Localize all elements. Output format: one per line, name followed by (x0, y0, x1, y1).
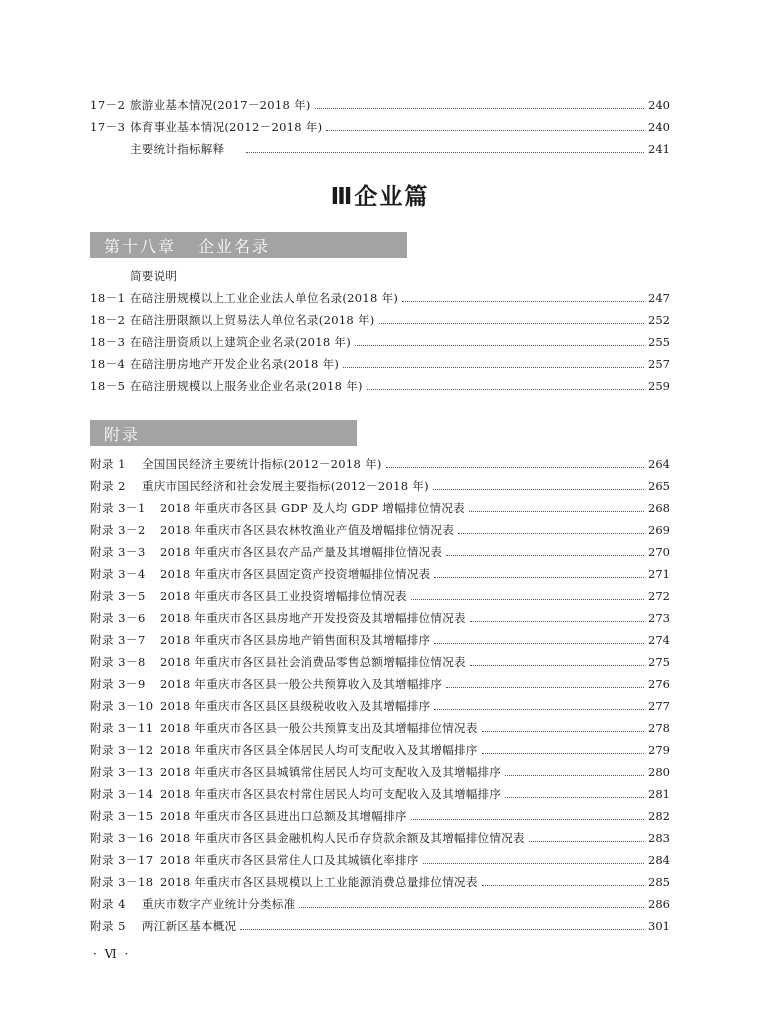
toc-entry-page: 277 (648, 699, 670, 713)
toc-entry-number: 附录 3－16 (90, 831, 154, 845)
toc-entry (90, 783, 670, 805)
toc-entry-number: 附录 2 (90, 479, 126, 493)
toc-entry-title: 重庆市数字产业统计分类标准 (142, 897, 296, 911)
toc-entry-title: 在碚注册房地产开发企业名录(2018 年) (130, 357, 340, 371)
toc-entry-title: 2018 年重庆市各区县农产品产量及其增幅排位情况表 (160, 545, 443, 559)
toc-entry-page: 280 (648, 765, 670, 779)
toc-entry (90, 871, 670, 893)
toc-entry (90, 915, 670, 937)
dot-leader (434, 643, 644, 644)
toc-entry-page: 240 (648, 120, 670, 134)
toc-entry-page: 279 (648, 743, 670, 757)
toc-entry-title: 2018 年重庆市各区县房地产销售面积及其增幅排序 (160, 633, 431, 647)
dot-leader (446, 555, 644, 556)
toc-entry-number: 附录 3－17 (90, 853, 154, 867)
toc-entry-title: 2018 年重庆市各区县工业投资增幅排位情况表 (160, 589, 407, 603)
toc-entry-number: 18－4 (90, 357, 126, 371)
toc-entry-number: 附录 3－6 (90, 611, 146, 625)
toc-entry (90, 739, 670, 761)
dot-leader (470, 621, 644, 622)
toc-entry-page: 283 (648, 831, 670, 845)
toc-entry-page: 259 (648, 379, 670, 393)
toc-entry-title: 旅游业基本情况(2017－2018 年) (130, 98, 311, 112)
dot-leader (355, 345, 644, 346)
toc-entry-number: 附录 3－14 (90, 787, 154, 801)
toc-entry-number: 附录 3－11 (90, 721, 154, 735)
toc-entry-number: 附录 3－8 (90, 655, 146, 669)
toc-entry (90, 116, 670, 138)
dot-leader (482, 885, 644, 886)
toc-entry (90, 849, 670, 871)
dot-leader (434, 577, 644, 578)
toc-entry-page: 268 (648, 501, 670, 515)
toc-entry-title: 全国国民经济主要统计指标(2012－2018 年) (142, 457, 382, 471)
dot-leader (411, 819, 644, 820)
toc-entry-page: 270 (648, 545, 670, 559)
toc-entry (90, 375, 670, 397)
toc-entry-page: 282 (648, 809, 670, 823)
toc-entry-title: 简要说明 (130, 269, 178, 283)
toc-entry-title: 2018 年重庆市各区县 GDP 及人均 GDP 增幅排位情况表 (160, 501, 465, 515)
toc-entry-title: 主要统计指标解释 (130, 142, 225, 156)
toc-entry (90, 94, 670, 116)
toc-entry-page: 265 (648, 479, 670, 493)
toc-entry-page: 271 (648, 567, 670, 581)
toc-entry-title: 2018 年重庆市各区县城镇常住居民人均可支配收入及其增幅排序 (160, 765, 502, 779)
toc-entry-title: 两江新区基本概况 (142, 919, 237, 933)
toc-entry (90, 309, 670, 331)
toc-entry-page: 269 (648, 523, 670, 537)
dot-leader (343, 367, 644, 368)
dot-leader (240, 929, 644, 930)
toc-entry-title: 2018 年重庆市各区县一般公共预算支出及其增幅排位情况表 (160, 721, 478, 735)
toc-entry-page: 275 (648, 655, 670, 669)
appendix-label: 附录 (104, 424, 141, 444)
toc-entry (90, 287, 670, 309)
appendix-heading-bar (90, 420, 357, 446)
toc-entry-number: 附录 3－15 (90, 809, 154, 823)
toc-entry-number: 附录 3－13 (90, 765, 154, 779)
toc-entry-page: 272 (648, 589, 670, 603)
toc-entry-page: 286 (648, 897, 670, 911)
dot-leader (505, 775, 644, 776)
dot-leader (423, 863, 644, 864)
dot-leader (458, 533, 644, 534)
toc-entry-title: 2018 年重庆市各区县一般公共预算收入及其增幅排序 (160, 677, 443, 691)
toc-entry-number: 附录 3－5 (90, 589, 146, 603)
toc-entry-number: 18－1 (90, 291, 126, 305)
toc-entry-number: 17－3 (90, 120, 126, 134)
toc-entry-page: 281 (648, 787, 670, 801)
toc-entry-number: 18－5 (90, 379, 126, 393)
toc-entry (90, 761, 670, 783)
toc-entry-number: 附录 5 (90, 919, 126, 933)
toc-entry-title: 2018 年重庆市各区县房地产开发投资及其增幅排位情况表 (160, 611, 466, 625)
toc-entry (90, 805, 670, 827)
part-title: Ⅲ企业篇 (330, 184, 430, 210)
toc-entry (90, 475, 670, 497)
dot-leader (386, 467, 644, 468)
toc-entry-number: 18－2 (90, 313, 126, 327)
toc-entry-title: 2018 年重庆市各区县农林牧渔业产值及增幅排位情况表 (160, 523, 455, 537)
toc-entry-page: 301 (648, 919, 670, 933)
dot-leader (482, 753, 644, 754)
dot-leader (505, 797, 644, 798)
toc-entry-number: 附录 1 (90, 457, 126, 471)
toc-entry-number: 附录 3－3 (90, 545, 146, 559)
toc-entry (90, 353, 670, 375)
toc-entry-page: 285 (648, 875, 670, 889)
dot-leader (482, 731, 644, 732)
toc-entry-page: 278 (648, 721, 670, 735)
toc-entry-title: 在碚注册资质以上建筑企业名录(2018 年) (130, 335, 351, 349)
toc-entry-number: 附录 3－2 (90, 523, 146, 537)
toc-entry-title: 2018 年重庆市各区县社会消费品零售总额增幅排位情况表 (160, 655, 466, 669)
toc-entry (90, 893, 670, 915)
page-folio: · Ⅵ · (93, 947, 131, 961)
toc-entry (90, 541, 670, 563)
toc-entry-title: 2018 年重庆市各区县金融机构人民币存贷款余额及其增幅排位情况表 (160, 831, 525, 845)
toc-entry-number: 附录 3－7 (90, 633, 146, 647)
toc-entry-page: 257 (648, 357, 670, 371)
chapter-number: 第十八章 (104, 236, 177, 256)
toc-entry-title: 体育事业基本情况(2012－2018 年) (130, 120, 323, 134)
dot-leader (299, 907, 644, 908)
toc-entry (90, 585, 670, 607)
toc-entry-number: 附录 3－4 (90, 567, 146, 581)
dot-leader (326, 130, 644, 131)
toc-entry-title: 2018 年重庆市各区县区县级税收收入及其增幅排序 (160, 699, 431, 713)
toc-entry (90, 673, 670, 695)
toc-entry-title: 2018 年重庆市各区县规模以上工业能源消费总量排位情况表 (160, 875, 478, 889)
toc-entry (90, 827, 670, 849)
toc-entry-number: 附录 4 (90, 897, 126, 911)
toc-entry (90, 695, 670, 717)
toc-entry-page: 273 (648, 611, 670, 625)
toc-entry-title: 2018 年重庆市各区县农村常住居民人均可支配收入及其增幅排序 (160, 787, 502, 801)
dot-leader (470, 665, 644, 666)
toc-entry-title: 2018 年重庆市各区县固定资产投资增幅排位情况表 (160, 567, 431, 581)
toc-entry (90, 331, 670, 353)
toc-entry-page: 264 (648, 457, 670, 471)
dot-leader (529, 841, 644, 842)
toc-entry-page: 252 (648, 313, 670, 327)
toc-entry-title: 重庆市国民经济和社会发展主要指标(2012－2018 年) (142, 479, 429, 493)
toc-entry-number: 附录 3－1 (90, 501, 146, 515)
toc-entry (90, 497, 670, 519)
chapter-name: 企业名录 (198, 236, 271, 256)
toc-entry-title: 2018 年重庆市各区县常住人口及其城镇化率排序 (160, 853, 419, 867)
dot-leader (434, 709, 644, 710)
toc-entry-number: 附录 3－18 (90, 875, 154, 889)
chapter-intro (130, 265, 330, 287)
toc-entry-title: 在碚注册限额以上贸易法人单位名录(2018 年) (130, 313, 375, 327)
toc-entry-page: 241 (648, 142, 670, 156)
dot-leader (315, 108, 644, 109)
toc-entry-title: 在碚注册规模以上工业企业法人单位名录(2018 年) (130, 291, 399, 305)
dot-leader (367, 389, 644, 390)
toc-entry-number: 附录 3－10 (90, 699, 154, 713)
toc-entry-number: 附录 3－9 (90, 677, 146, 691)
toc-entry-page: 274 (648, 633, 670, 647)
toc-entry-page: 255 (648, 335, 670, 349)
toc-entry (90, 629, 670, 651)
dot-leader (411, 599, 644, 600)
toc-entry-number: 18－3 (90, 335, 126, 349)
toc-entry (90, 607, 670, 629)
toc-entry (90, 453, 670, 475)
toc-entry-title: 2018 年重庆市各区县进出口总额及其增幅排序 (160, 809, 407, 823)
dot-leader (402, 301, 644, 302)
dot-leader (433, 489, 644, 490)
dot-leader (446, 687, 644, 688)
toc-entry (90, 138, 670, 160)
dot-leader (469, 511, 644, 512)
toc-entry-page: 284 (648, 853, 670, 867)
toc-entry-number: 附录 3－12 (90, 743, 154, 757)
dot-leader (246, 152, 644, 153)
chapter-heading-bar (90, 232, 407, 258)
toc-entry-page: 276 (648, 677, 670, 691)
toc-entry (90, 651, 670, 673)
toc-entry-page: 240 (648, 98, 670, 112)
toc-entry (90, 519, 670, 541)
dot-leader (379, 323, 644, 324)
toc-entry (90, 717, 670, 739)
toc-entry (90, 563, 670, 585)
toc-entry-number: 17－2 (90, 98, 126, 112)
toc-entry-title: 在碚注册规模以上服务业企业名录(2018 年) (130, 379, 363, 393)
toc-entry-page: 247 (648, 291, 670, 305)
toc-entry-title: 2018 年重庆市各区县全体居民人均可支配收入及其增幅排序 (160, 743, 478, 757)
